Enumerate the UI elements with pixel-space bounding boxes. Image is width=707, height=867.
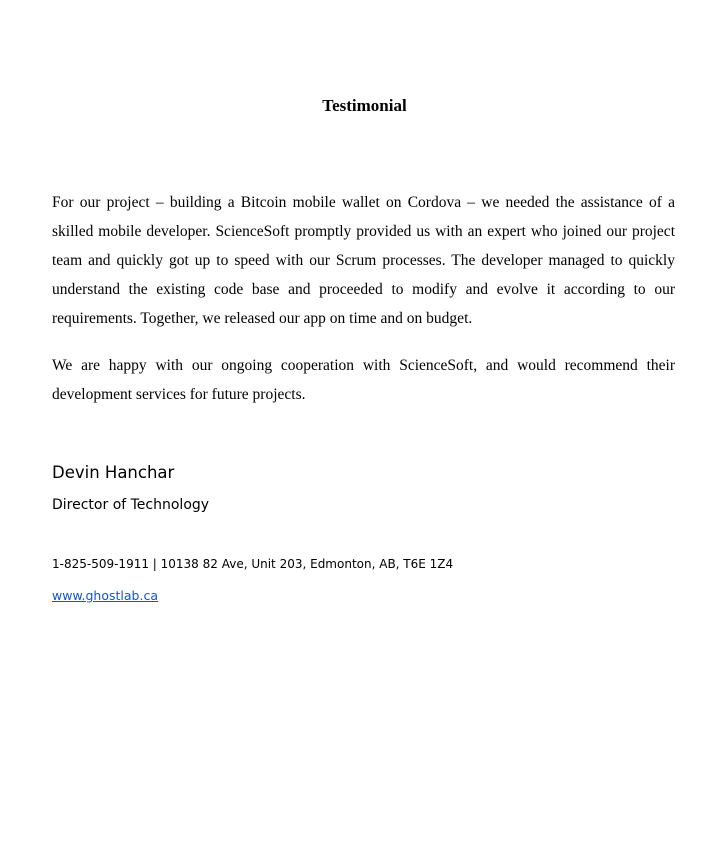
document-title: Testimonial bbox=[322, 96, 407, 115]
signer-name: Devin Hanchar bbox=[52, 463, 175, 482]
testimonial-paragraph-2: We are happy with our ongoing cooperation with ScienceSoft, and would recommend their development services for future projects. bbox=[52, 357, 675, 403]
testimonial-paragraph-1: For our project – building a Bitcoin mobile wallet on Cordova – we needed the assistance of a skilled mobile developer. ScienceSoft promptly provided us with an expert who joined our project team and quickly got up to speed with our Scrum processes. The developer managed to quickly understand the existing code base and proceeded to modify and evolve it according to our requirements. Together, we released our app on time and on budget. bbox=[52, 194, 675, 327]
contact-info: 1-825-509-1911 | 10138 82 Ave, Unit 203, Edmonton, AB, T6E 1Z4 bbox=[52, 557, 454, 571]
website-link[interactable]: www.ghostlab.ca bbox=[52, 588, 158, 603]
signer-role: Director of Technology bbox=[52, 497, 210, 513]
